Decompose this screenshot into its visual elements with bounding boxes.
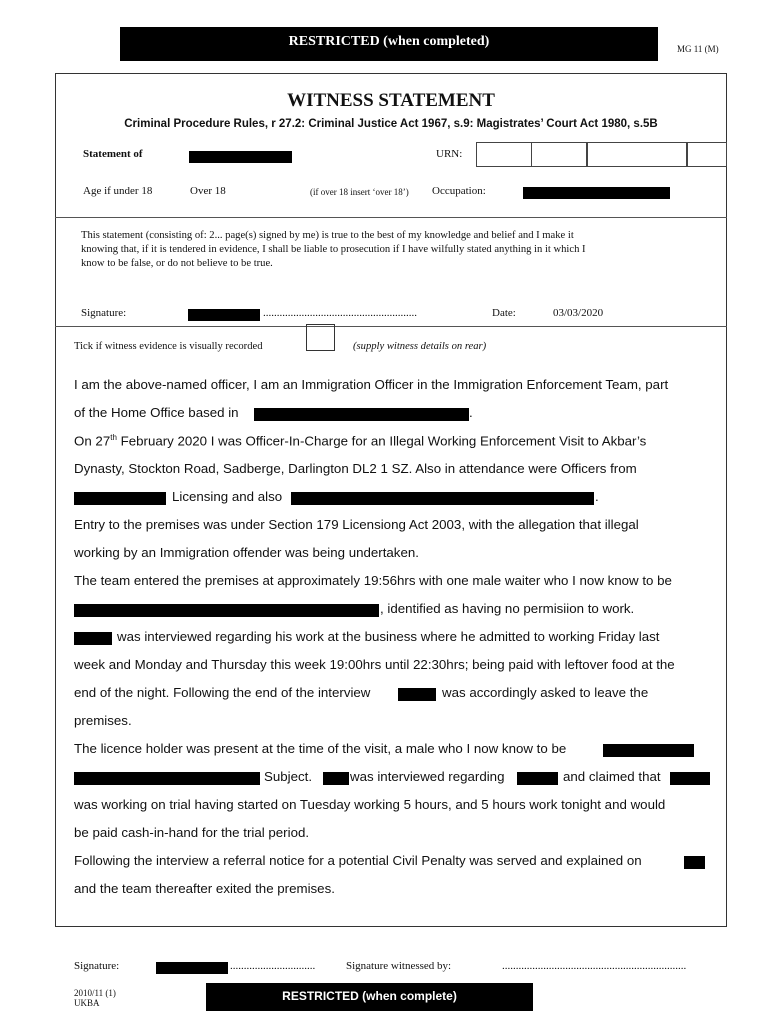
declaration-line-2: knowing that, if it is tendered in evidence, I shall be liable to prosecution if I have wilfully stated anything in it which I bbox=[81, 244, 586, 255]
redaction-served-on bbox=[684, 856, 705, 869]
visual-record-label: Tick if witness evidence is visually recorded bbox=[74, 341, 263, 352]
body-line-19: and the team thereafter exited the premises. bbox=[74, 881, 335, 896]
body-line-15-b: was interviewed regarding bbox=[350, 769, 505, 784]
body-line-3-a: On 27 bbox=[74, 433, 111, 449]
occupation-label: Occupation: bbox=[432, 185, 486, 197]
body-line-11: week and Monday and Thursday this week 19:00hrs until 22:30hrs; being paid with leftover food at the bbox=[74, 657, 675, 672]
body-line-18: Following the interview a referral notice for a potential Civil Penalty was served and explained on bbox=[74, 853, 642, 868]
restricted-banner-bottom bbox=[206, 983, 533, 1011]
signature-witnessed-dots: ................................................................... bbox=[502, 960, 687, 972]
urn-box-2[interactable] bbox=[531, 142, 587, 167]
redaction-holder-4 bbox=[517, 772, 558, 785]
body-line-3 bbox=[74, 433, 646, 448]
body-line-13: premises. bbox=[74, 713, 132, 728]
body-line-12-b: was accordingly asked to leave the bbox=[442, 685, 649, 700]
declaration-line-1: This statement (consisting of: 2... page(s) signed by me) is true to the best of my knowledge and belief and I make it bbox=[81, 230, 574, 241]
signature-label: Signature: bbox=[81, 307, 127, 319]
redaction-holder-2 bbox=[74, 772, 260, 785]
body-line-2-text: of the Home Office based in bbox=[74, 405, 239, 420]
footer-signature-dots: ............................... bbox=[230, 960, 316, 972]
divider-1 bbox=[55, 217, 727, 218]
date-value: 03/03/2020 bbox=[553, 307, 604, 319]
body-line-1: I am the above-named officer, I am an Immigration Officer in the Immigration Enforcement Team, part bbox=[74, 377, 669, 392]
body-line-16: was working on trial having started on Tuesday working 5 hours, and 5 hours work tonight and would bbox=[74, 797, 666, 812]
redaction-holder-5 bbox=[670, 772, 710, 785]
body-line-12-a: end of the night. Following the end of the interview bbox=[74, 685, 371, 700]
body-line-4: Dynasty, Stockton Road, Sadberge, Darlington DL2 1 SZ. Also in attendance were Officers from bbox=[74, 461, 637, 476]
body-line-9: , identified as having no permisiion to work. bbox=[380, 601, 635, 616]
body-line-3-b: February 2020 I was Officer-In-Charge for an Illegal Working Enforcement Visit to Akbar’s bbox=[116, 433, 647, 449]
signature-witnessed-label: Signature witnessed by: bbox=[346, 960, 452, 972]
urn-box-4[interactable] bbox=[687, 142, 727, 167]
restricted-banner-text: RESTRICTED (when completed) bbox=[288, 34, 490, 49]
visual-record-checkbox[interactable] bbox=[306, 324, 335, 351]
body-line-15-a: Subject. bbox=[264, 769, 313, 784]
redaction-waiter-name bbox=[74, 604, 379, 617]
page-title: WITNESS STATEMENT bbox=[287, 90, 495, 111]
footer-signature-label: Signature: bbox=[74, 960, 120, 972]
body-line-2 bbox=[74, 405, 239, 420]
form-code: MG 11 (M) bbox=[677, 44, 719, 54]
age-note: (if over 18 insert ‘over 18’) bbox=[310, 187, 409, 197]
age-value: Over 18 bbox=[190, 185, 226, 197]
redaction-officers-2 bbox=[291, 492, 594, 505]
visual-record-note: (supply witness details on rear) bbox=[353, 341, 487, 352]
body-line-6: Entry to the premises was under Section 179 Licensiong Act 2003, with the allegation that illegal bbox=[74, 517, 639, 532]
redaction-name bbox=[189, 151, 292, 163]
body-line-10: was interviewed regarding his work at the business where he admitted to working Friday last bbox=[117, 629, 660, 644]
footer-code-1: 2010/11 (1) bbox=[74, 988, 116, 998]
body-line-7: working by an Immigration offender was being undertaken. bbox=[74, 545, 419, 560]
signature-dots: ........................................................ bbox=[263, 307, 417, 319]
footer-code-2: UKBA bbox=[74, 998, 100, 1008]
redaction-holder-1 bbox=[603, 744, 694, 757]
redaction-base bbox=[254, 408, 469, 421]
body-line-3-sup: th bbox=[110, 433, 117, 442]
body-line-5-end: . bbox=[595, 489, 599, 504]
redaction-waiter-2 bbox=[398, 688, 436, 701]
body-line-5-a: Licensing and also bbox=[172, 489, 283, 504]
redaction-footer-signature bbox=[156, 962, 228, 974]
urn-label: URN: bbox=[436, 148, 463, 160]
urn-box-3[interactable] bbox=[587, 142, 687, 167]
redaction-holder-3 bbox=[323, 772, 349, 785]
age-label: Age if under 18 bbox=[83, 185, 153, 197]
restricted-banner-top bbox=[120, 27, 658, 61]
urn-box-1[interactable] bbox=[476, 142, 532, 167]
body-line-17: be paid cash-in-hand for the trial period. bbox=[74, 825, 310, 840]
date-label: Date: bbox=[492, 307, 516, 319]
statement-of-label: Statement of bbox=[83, 148, 143, 160]
declaration-line-3: know to be false, or do not believe to be true. bbox=[81, 258, 273, 269]
divider-2 bbox=[55, 326, 727, 327]
body-line-8: The team entered the premises at approximately 19:56hrs with one male waiter who I now know to be bbox=[74, 573, 672, 588]
redaction-officers bbox=[74, 492, 166, 505]
body-line-15-c: and claimed that bbox=[563, 769, 661, 784]
redaction-occupation bbox=[523, 187, 670, 199]
page-subtitle: Criminal Procedure Rules, r 27.2: Criminal Justice Act 1967, s.9: Magistrates’ Court Act 1980, s.5B bbox=[124, 118, 658, 130]
restricted-banner-bottom-text: RESTRICTED (when complete) bbox=[282, 989, 457, 1003]
body-line-14: The licence holder was present at the time of the visit, a male who I now know to be bbox=[74, 741, 567, 756]
redaction-signature bbox=[188, 309, 260, 321]
redaction-waiter-1 bbox=[74, 632, 112, 645]
body-line-2-end: . bbox=[469, 405, 473, 420]
